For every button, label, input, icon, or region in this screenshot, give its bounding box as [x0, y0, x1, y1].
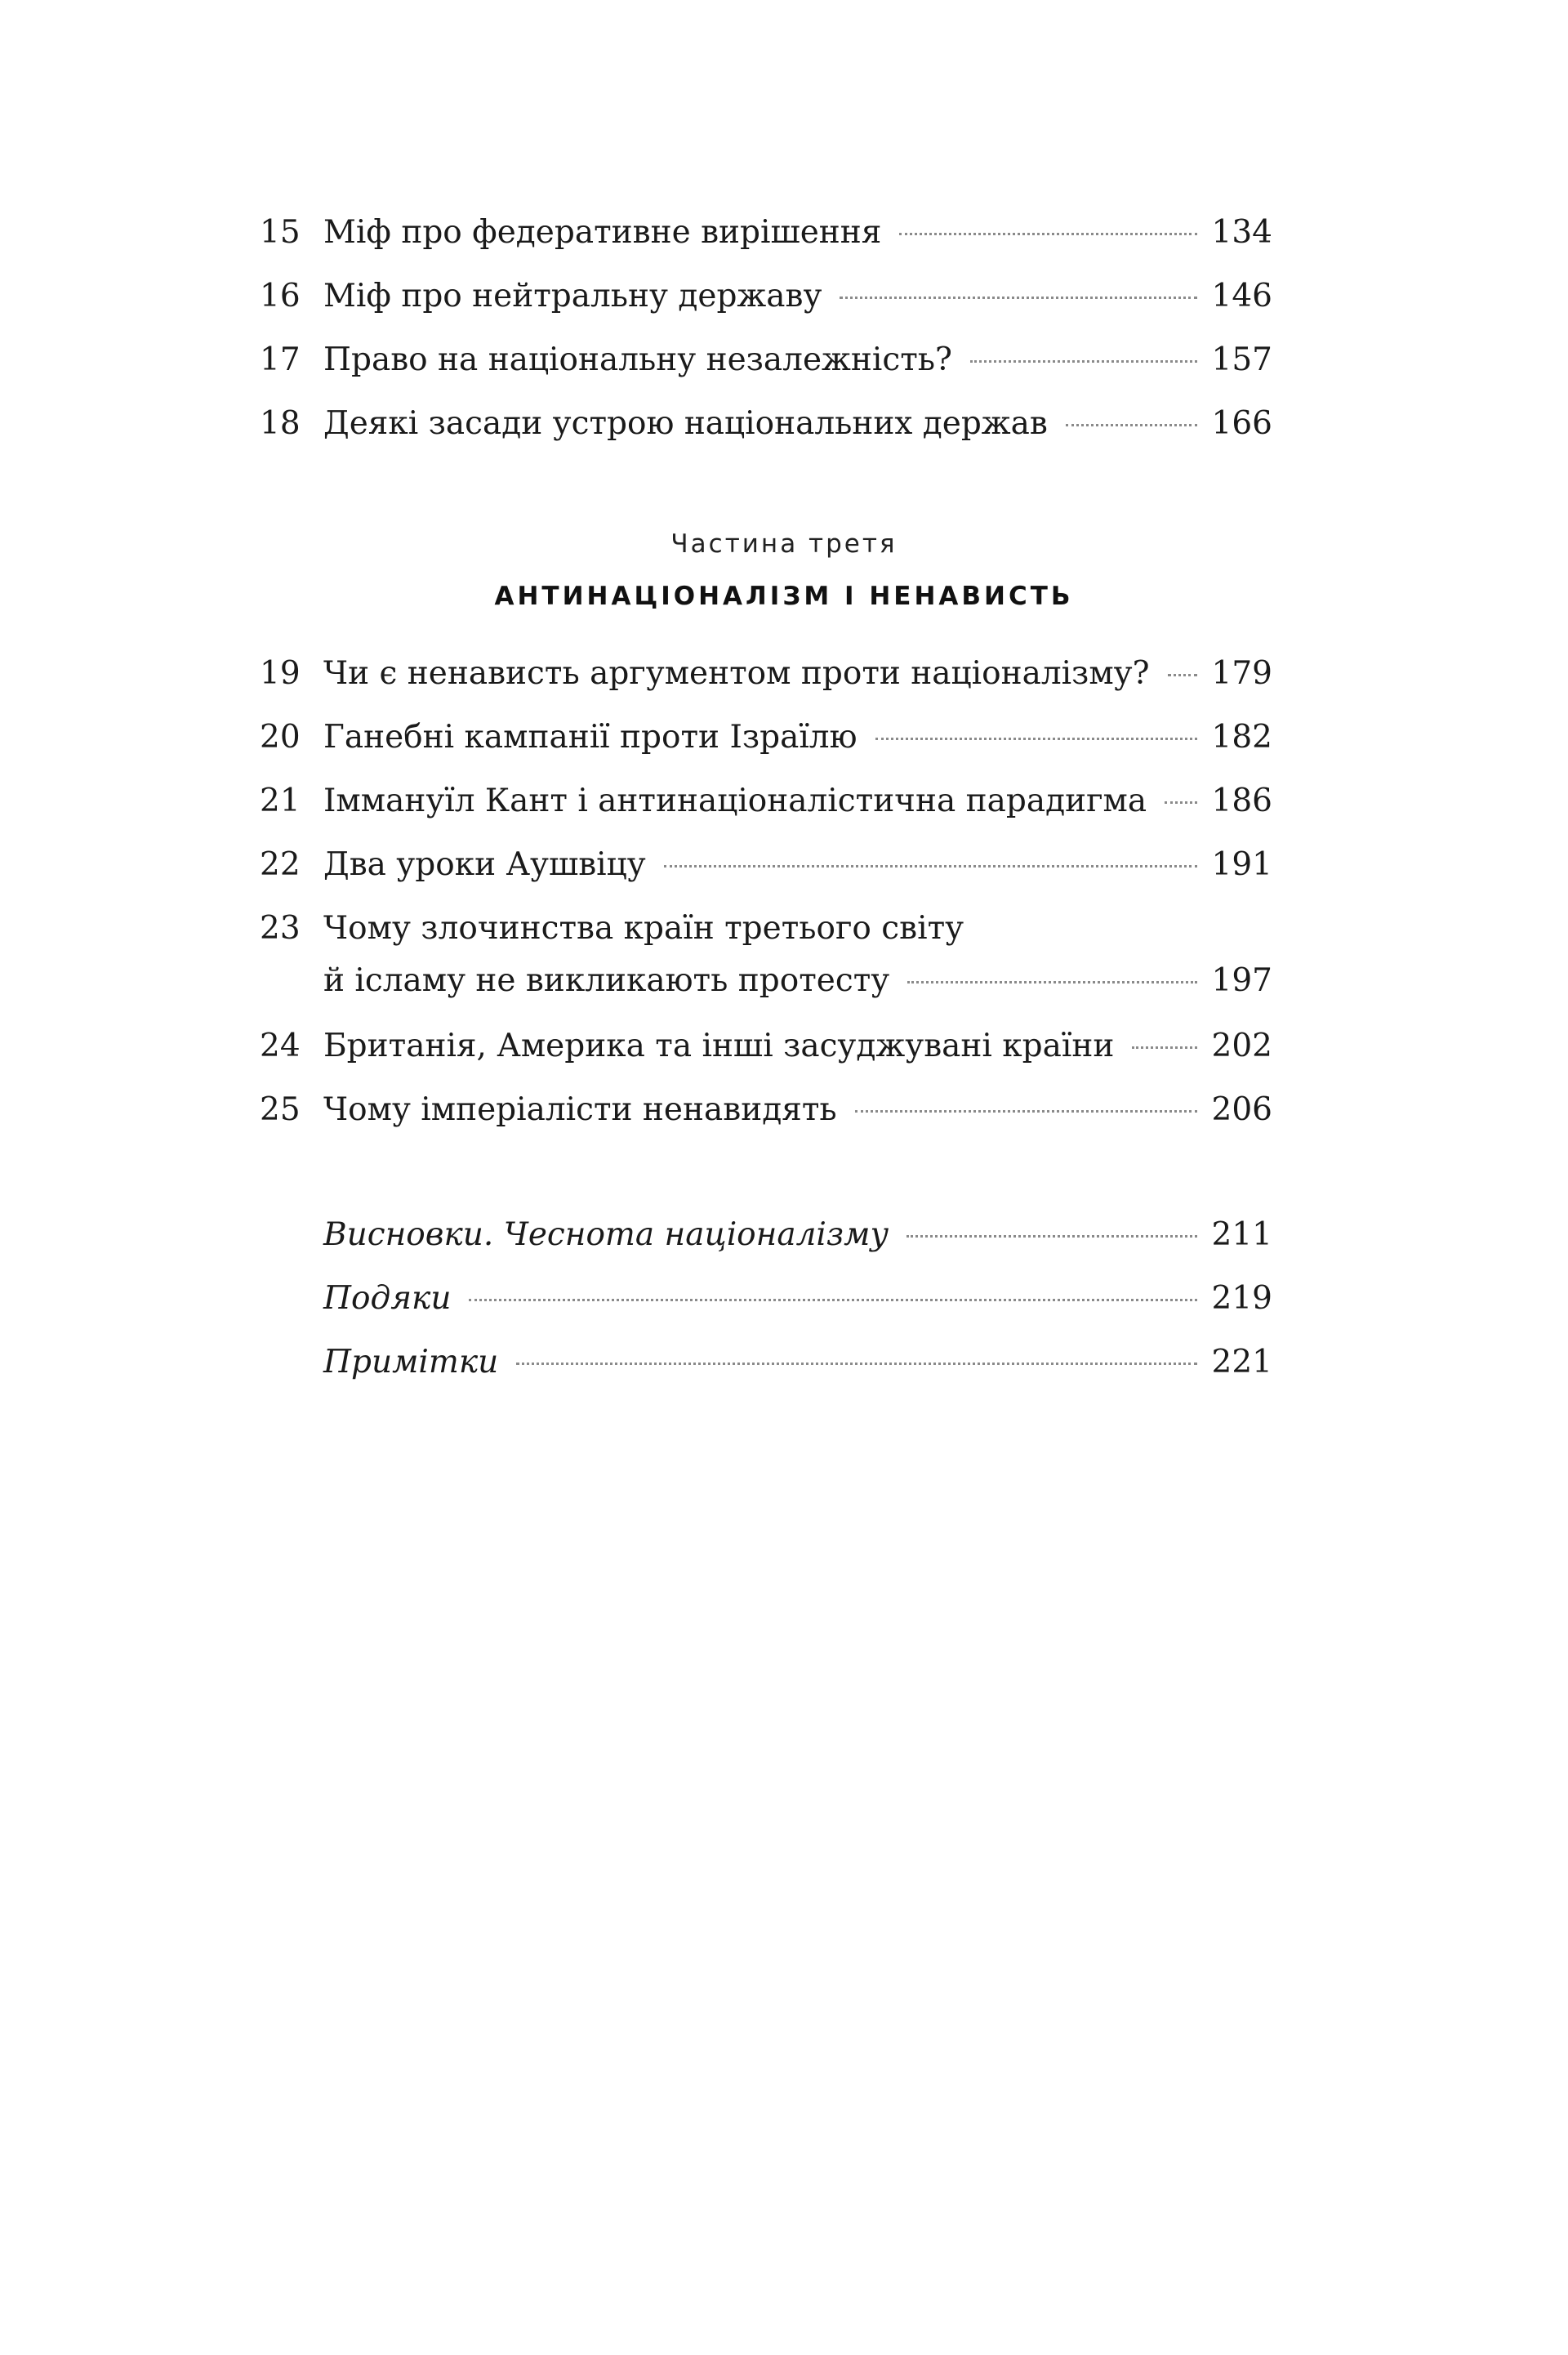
toc-part2-tail — [260, 216, 1272, 471]
toc-entry[interactable] — [260, 1282, 1272, 1346]
chapter-number: 21 — [260, 783, 301, 819]
dot-leader — [907, 981, 1196, 983]
page-number: 186 — [1211, 783, 1272, 819]
chapter-number: 22 — [260, 846, 301, 883]
back-matter-title: Висновки. Чеснота націоналізму — [323, 1216, 889, 1253]
toc-entry[interactable] — [260, 846, 1272, 912]
part-label-text: Частина третя — [670, 529, 898, 559]
chapter-number: 20 — [260, 719, 301, 756]
chapter-title: Чому імперіалісти ненавидять — [323, 1091, 837, 1128]
chapter-title: Міф про нейтральну державу — [323, 278, 822, 314]
chapter-number: 16 — [260, 278, 301, 314]
toc-entry[interactable] — [260, 405, 1272, 471]
dot-leader — [840, 297, 1196, 299]
page-number: 206 — [1211, 1091, 1272, 1128]
dot-leader — [906, 1235, 1196, 1238]
part-title-text: АНТИНАЦІОНАЛІЗМ І НЕНАВИСТЬ — [494, 582, 1074, 611]
back-matter-title: Подяки — [323, 1280, 452, 1317]
dot-leader — [1132, 1046, 1196, 1049]
chapter-number: 15 — [260, 214, 301, 251]
toc-part3 — [260, 655, 1272, 1157]
page-number: 134 — [1211, 214, 1272, 251]
dot-leader — [469, 1299, 1196, 1301]
toc-entry[interactable] — [260, 280, 1272, 344]
part-label — [0, 529, 1568, 559]
toc-entry[interactable] — [260, 912, 1272, 1030]
chapter-title: Чи є ненависть аргументом проти націоналізму? — [323, 655, 1150, 692]
back-matter-title: Примітки — [323, 1344, 499, 1380]
page-number: 221 — [1211, 1344, 1272, 1380]
dot-leader — [970, 360, 1197, 363]
toc-entry[interactable] — [260, 721, 1272, 785]
toc-entry[interactable] — [260, 1216, 1272, 1282]
page-number: 166 — [1211, 405, 1272, 442]
dot-leader — [899, 233, 1196, 235]
dot-leader — [1168, 674, 1197, 676]
dot-leader — [1165, 801, 1196, 804]
chapter-number: 18 — [260, 405, 301, 442]
dot-leader — [1066, 424, 1197, 426]
chapter-title: Право на національну незалежність? — [323, 341, 952, 378]
page-number: 219 — [1211, 1280, 1272, 1317]
dot-leader — [664, 865, 1197, 868]
chapter-title: Іммануїл Кант і антинаціоналістична парадигма — [323, 783, 1147, 819]
chapter-number: 23 — [260, 910, 301, 947]
toc-entry[interactable] — [260, 216, 1272, 280]
chapter-title-line-2: й ісламу не викликають протесту — [323, 962, 890, 999]
page-number: 182 — [1211, 719, 1272, 756]
toc-entry[interactable] — [260, 785, 1272, 849]
page-number: 211 — [1211, 1216, 1272, 1253]
chapter-number: 17 — [260, 341, 301, 378]
chapter-title: Деякі засади устрою національних держав — [323, 405, 1048, 442]
chapter-title-line-1: Чому злочинства країн третього світу — [323, 910, 964, 947]
page-number: 191 — [1211, 846, 1272, 883]
toc-back-matter — [260, 1216, 1272, 1410]
chapter-number: 25 — [260, 1091, 301, 1128]
dot-leader — [875, 738, 1197, 740]
page-number: 146 — [1211, 278, 1272, 314]
part-title — [0, 582, 1568, 611]
chapter-number: 24 — [260, 1028, 301, 1064]
page-number: 179 — [1211, 655, 1272, 692]
page-number: 157 — [1211, 341, 1272, 378]
chapter-title: Ганебні кампанії проти Ізраїлю — [323, 719, 858, 756]
toc-entry[interactable] — [260, 1091, 1272, 1157]
toc-entry[interactable] — [260, 1030, 1272, 1094]
page-number: 197 — [1211, 962, 1272, 999]
chapter-title: Міф про федеративне вирішення — [323, 214, 882, 251]
toc-entry[interactable] — [260, 655, 1272, 721]
page-number: 202 — [1211, 1028, 1272, 1064]
dot-leader — [516, 1363, 1196, 1365]
chapter-title: Два уроки Аушвіцу — [323, 846, 646, 883]
chapter-title: Британія, Америка та інші засуджувані країни — [323, 1028, 1115, 1064]
chapter-number: 19 — [260, 655, 301, 692]
dot-leader — [855, 1110, 1197, 1113]
toc-entry[interactable] — [260, 1346, 1272, 1410]
toc-entry[interactable] — [260, 341, 1272, 408]
